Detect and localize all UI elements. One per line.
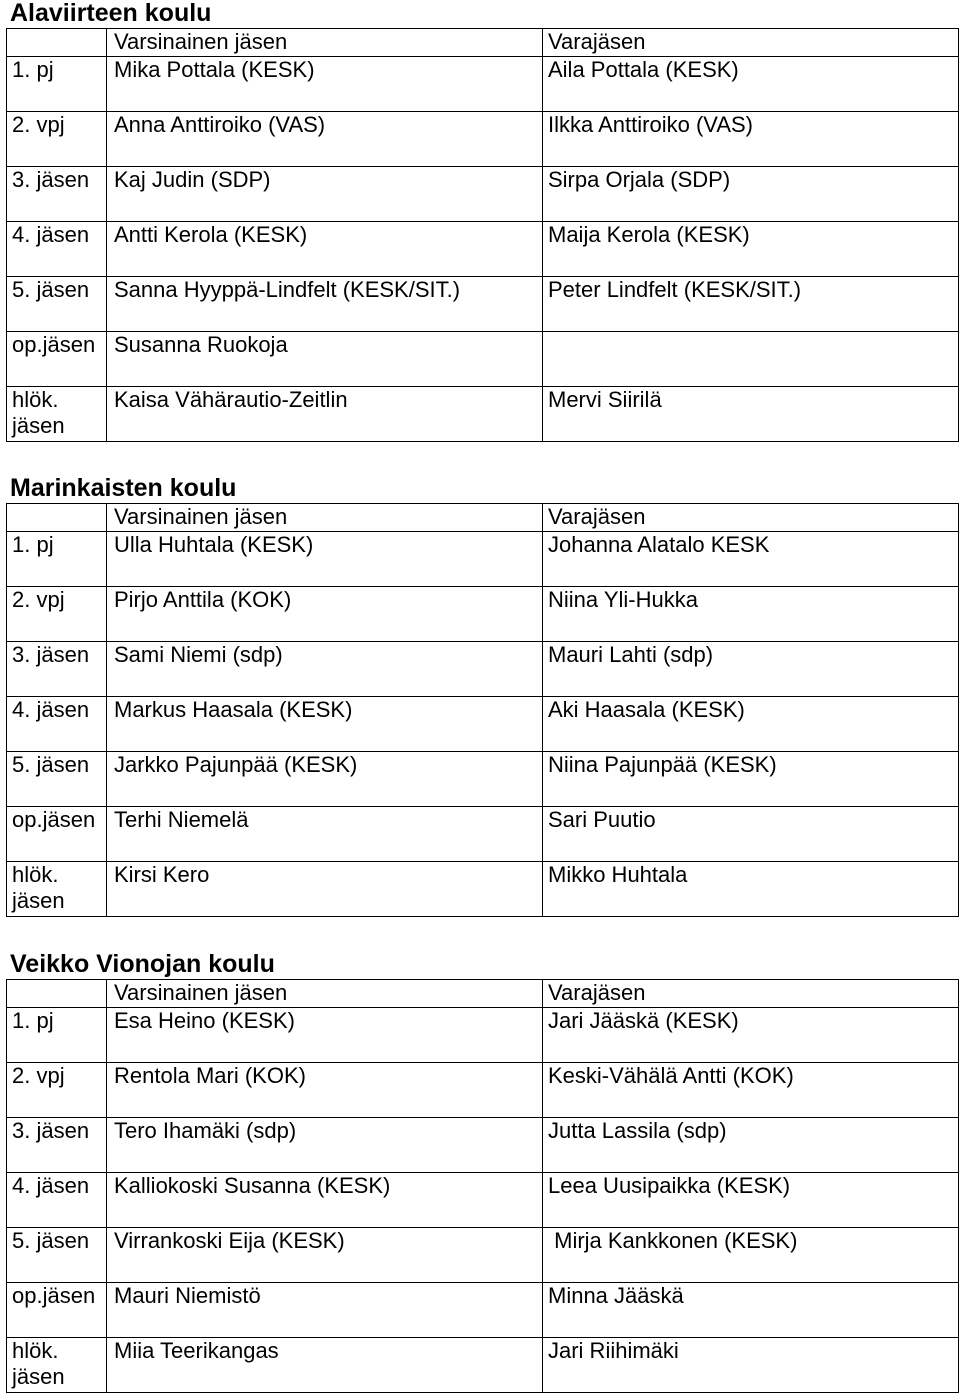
role-header-cell	[7, 980, 107, 1008]
deputy-cell: Ilkka Anttiroiko (VAS)	[543, 112, 959, 167]
role-cell: op.jäsen	[7, 332, 107, 387]
role-line: hlök.	[12, 862, 59, 887]
role-cell: 3. jäsen	[7, 167, 107, 222]
member-cell: Miia Teerikangas	[107, 1338, 543, 1393]
table-row	[7, 1063, 959, 1118]
table-row	[7, 587, 959, 642]
table-row	[7, 642, 959, 697]
deputy-cell: Minna Jääskä	[543, 1283, 959, 1338]
role-line: jäsen	[12, 413, 65, 438]
member-cell: Kalliokoski Susanna (KESK)	[107, 1173, 543, 1228]
table-row	[7, 1118, 959, 1173]
member-cell: Sanna Hyyppä-Lindfelt (KESK/SIT.)	[107, 277, 543, 332]
deputy-cell: Maija Kerola (KESK)	[543, 222, 959, 277]
deputy-cell	[543, 332, 959, 387]
table-row	[7, 57, 959, 112]
table-row	[7, 332, 959, 387]
role-cell: 5. jäsen	[7, 277, 107, 332]
role-cell: 2. vpj	[7, 587, 107, 642]
role-line: hlök.	[12, 387, 59, 412]
deputy-header: Varajäsen	[543, 980, 959, 1008]
section-veikko-vionojan-koulu	[6, 951, 958, 1393]
role-cell: 4. jäsen	[7, 222, 107, 277]
deputy-header: Varajäsen	[543, 29, 959, 57]
deputy-cell: Peter Lindfelt (KESK/SIT.)	[543, 277, 959, 332]
section-title: Marinkaisten koulu	[10, 474, 237, 502]
member-cell: Antti Kerola (KESK)	[107, 222, 543, 277]
member-cell: Kaisa Vähärautio-Zeitlin	[107, 387, 543, 442]
deputy-cell: Mauri Lahti (sdp)	[543, 642, 959, 697]
member-cell: Virrankoski Eija (KESK)	[107, 1228, 543, 1283]
deputy-cell: Leea Uusipaikka (KESK)	[543, 1173, 959, 1228]
table-row	[7, 1283, 959, 1338]
member-cell: Kaj Judin (SDP)	[107, 167, 543, 222]
member-cell: Pirjo Anttila (KOK)	[107, 587, 543, 642]
deputy-cell: Niina Yli-Hukka	[543, 587, 959, 642]
section-marinkaisten-koulu	[6, 475, 958, 917]
role-cell: 5. jäsen	[7, 1228, 107, 1283]
deputy-cell: Jutta Lassila (sdp)	[543, 1118, 959, 1173]
role-cell: 3. jäsen	[7, 642, 107, 697]
member-cell: Kirsi Kero	[107, 862, 543, 917]
member-cell: Jarkko Pajunpää (KESK)	[107, 752, 543, 807]
section-title: Veikko Vionojan koulu	[10, 950, 275, 978]
table-row	[7, 1008, 959, 1063]
table-row	[7, 277, 959, 332]
member-header: Varsinainen jäsen	[107, 504, 543, 532]
table-row	[7, 697, 959, 752]
role-cell	[7, 1338, 107, 1393]
member-cell: Terhi Niemelä	[107, 807, 543, 862]
table-row	[7, 222, 959, 277]
member-cell: Markus Haasala (KESK)	[107, 697, 543, 752]
section-alaviirteen-koulu	[6, 0, 958, 442]
role-line: jäsen	[12, 888, 65, 913]
member-cell: Ulla Huhtala (KESK)	[107, 532, 543, 587]
member-cell: Sami Niemi (sdp)	[107, 642, 543, 697]
role-cell: 1. pj	[7, 532, 107, 587]
table-header-row	[7, 29, 959, 57]
role-cell: 5. jäsen	[7, 752, 107, 807]
section-title: Alaviirteen koulu	[10, 0, 212, 27]
role-cell	[7, 862, 107, 917]
member-cell: Susanna Ruokoja	[107, 332, 543, 387]
table-header-row	[7, 980, 959, 1008]
table-header-row	[7, 504, 959, 532]
deputy-cell: Sirpa Orjala (SDP)	[543, 167, 959, 222]
deputy-cell: Jari Jääskä (KESK)	[543, 1008, 959, 1063]
role-cell: 2. vpj	[7, 1063, 107, 1118]
board-table	[6, 503, 959, 917]
table-row	[7, 387, 959, 442]
deputy-cell: Johanna Alatalo KESK	[543, 532, 959, 587]
role-cell: 4. jäsen	[7, 1173, 107, 1228]
table-row	[7, 532, 959, 587]
member-cell: Esa Heino (KESK)	[107, 1008, 543, 1063]
board-table	[6, 28, 959, 442]
deputy-header: Varajäsen	[543, 504, 959, 532]
role-line: hlök.	[12, 1338, 59, 1363]
table-row	[7, 1173, 959, 1228]
deputy-cell: Mikko Huhtala	[543, 862, 959, 917]
member-cell: Mauri Niemistö	[107, 1283, 543, 1338]
role-cell	[7, 387, 107, 442]
table-row	[7, 807, 959, 862]
member-cell: Anna Anttiroiko (VAS)	[107, 112, 543, 167]
role-cell: 2. vpj	[7, 112, 107, 167]
deputy-cell: Sari Puutio	[543, 807, 959, 862]
member-header: Varsinainen jäsen	[107, 29, 543, 57]
role-cell: 1. pj	[7, 57, 107, 112]
member-cell: Rentola Mari (KOK)	[107, 1063, 543, 1118]
member-cell: Tero Ihamäki (sdp)	[107, 1118, 543, 1173]
table-row	[7, 1228, 959, 1283]
role-cell: 3. jäsen	[7, 1118, 107, 1173]
deputy-cell: Keski-Vähälä Antti (KOK)	[543, 1063, 959, 1118]
deputy-cell: Niina Pajunpää (KESK)	[543, 752, 959, 807]
role-cell: 1. pj	[7, 1008, 107, 1063]
deputy-cell: Mirja Kankkonen (KESK)	[543, 1228, 959, 1283]
role-header-cell	[7, 504, 107, 532]
board-table	[6, 979, 959, 1393]
table-row	[7, 1338, 959, 1393]
role-cell: op.jäsen	[7, 807, 107, 862]
role-header-cell	[7, 29, 107, 57]
deputy-cell: Jari Riihimäki	[543, 1338, 959, 1393]
role-cell: 4. jäsen	[7, 697, 107, 752]
member-cell: Mika Pottala (KESK)	[107, 57, 543, 112]
deputy-cell: Aki Haasala (KESK)	[543, 697, 959, 752]
table-row	[7, 112, 959, 167]
deputy-cell: Aila Pottala (KESK)	[543, 57, 959, 112]
table-row	[7, 167, 959, 222]
table-row	[7, 752, 959, 807]
role-cell: op.jäsen	[7, 1283, 107, 1338]
role-line: jäsen	[12, 1364, 65, 1389]
table-row	[7, 862, 959, 917]
deputy-cell: Mervi Siirilä	[543, 387, 959, 442]
member-header: Varsinainen jäsen	[107, 980, 543, 1008]
